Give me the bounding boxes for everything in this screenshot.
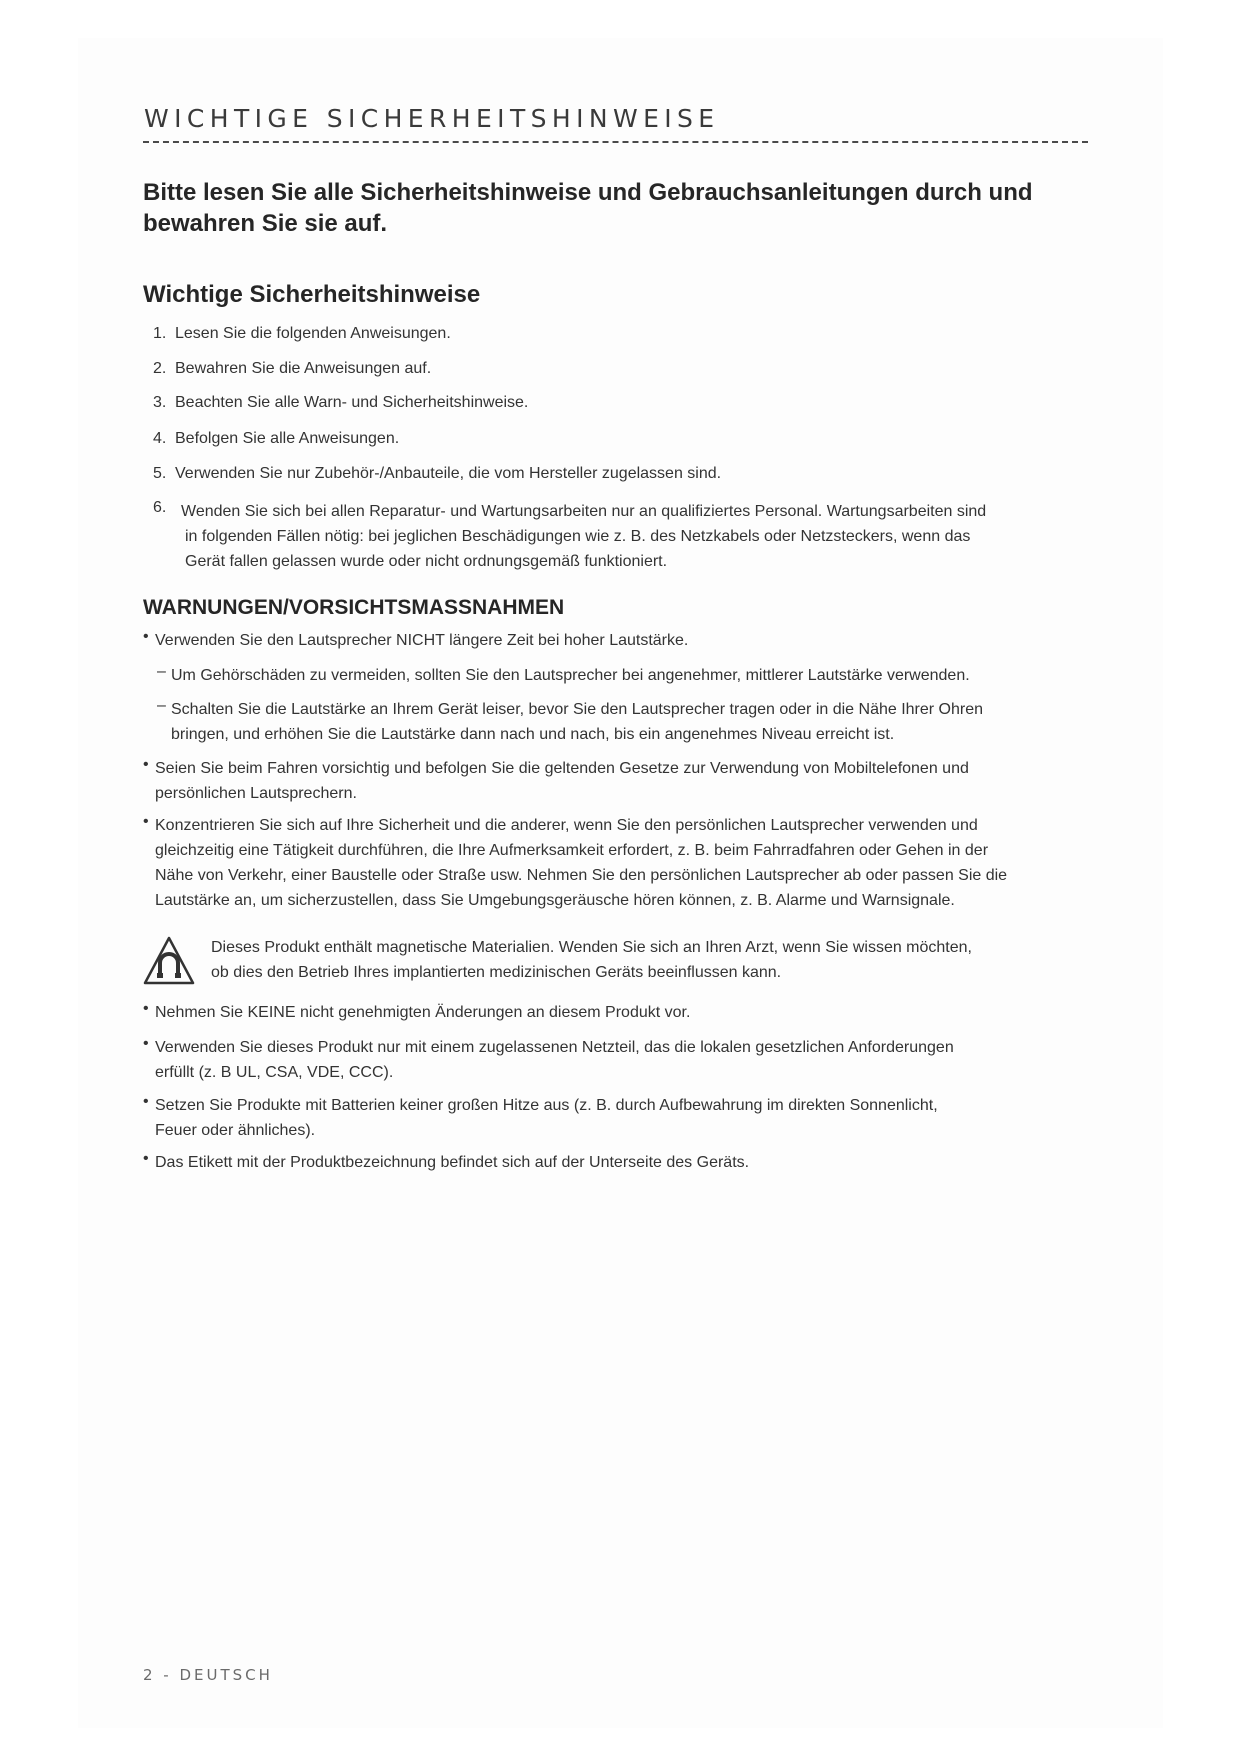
bullet-symbol: • — [143, 1093, 149, 1110]
list-item — [153, 394, 528, 412]
warnings-heading: WARNUNGEN/VORSICHTSMASSNAHMEN — [143, 596, 565, 619]
bullet-item — [143, 628, 688, 653]
bullet-item — [143, 1150, 749, 1175]
list-text: Beachten Sie alle Warn- und Sicherheitshinweise. — [175, 394, 529, 411]
list-item — [153, 430, 399, 448]
bullet-item — [143, 756, 969, 806]
bullet-symbol: • — [143, 628, 149, 645]
list-number: 3. — [153, 394, 167, 411]
magnet-warning-text — [211, 935, 972, 985]
list-text: Verwenden Sie nur Zubehör-/Anbauteile, die vom Hersteller zugelassen sind. — [175, 465, 722, 482]
magnet-warning-icon — [143, 935, 195, 987]
bullet-text: Das Etikett mit der Produktbezeichnung befindet sich auf der Unterseite des Geräts. — [155, 1154, 750, 1171]
list-text: Lesen Sie die folgenden Anweisungen. — [175, 325, 451, 342]
list-text-line: in folgenden Fällen nötig: bei jeglichen Beschädigungen wie z. B. des Netzkabels oder Netzsteckers, wenn das — [185, 528, 971, 545]
bullet-symbol: • — [143, 813, 149, 830]
list-text-line: Gerät fallen gelassen wurde oder nicht ordnungsgemäß funktioniert. — [185, 553, 668, 570]
bullet-text: erfüllt (z. B UL, CSA, VDE, CCC). — [155, 1064, 394, 1081]
safety-heading: Wichtige Sicherheitshinweise — [143, 281, 481, 308]
bullet-text: Verwenden Sie den Lautsprecher NICHT längere Zeit bei hoher Lautstärke. — [155, 632, 689, 649]
bullet-text: Nehmen Sie KEINE nicht genehmigten Änderungen an diesem Produkt vor. — [155, 1004, 691, 1021]
list-item — [153, 465, 721, 483]
bullet-text: Feuer oder ähnliches). — [155, 1122, 316, 1139]
page-title: WICHTIGE SICHERHEITSHINWEISE — [144, 104, 720, 133]
list-item — [153, 325, 451, 343]
list-number: 4. — [153, 430, 167, 447]
bullet-text: Seien Sie beim Fahren vorsichtig und befolgen Sie die geltenden Gesetze zur Verwendung von Mobiltelefonen und — [155, 760, 969, 777]
bullet-item — [143, 813, 1007, 913]
list-item — [153, 360, 431, 378]
sub-item — [157, 697, 983, 747]
magnet-text-line: Dieses Produkt enthält magnetische Materialien. Wenden Sie sich an Ihren Arzt, wenn Sie wissen möchten, — [211, 939, 972, 956]
list-item — [153, 499, 986, 574]
bullet-item — [143, 1035, 954, 1085]
bullet-text: Konzentrieren Sie sich auf Ihre Sicherheit und die anderer, wenn Sie den persönlichen Lautsprecher verwenden und — [155, 817, 978, 834]
list-number: 1. — [153, 325, 167, 342]
dash-symbol: – — [157, 697, 166, 714]
sub-item-text: Um Gehörschäden zu vermeiden, sollten Sie den Lautsprecher bei angenehmer, mittlerer Lautstärke verwenden. — [171, 667, 970, 684]
list-text-line: Wenden Sie sich bei allen Reparatur- und Wartungsarbeiten nur an qualifiziertes Personal. Wartungsarbeiten sind — [181, 503, 987, 520]
bullet-text: persönlichen Lautsprechern. — [155, 785, 357, 802]
sub-item — [157, 663, 970, 688]
bullet-text: Nähe von Verkehr, einer Baustelle oder Straße usw. Nehmen Sie den persönlichen Lautsprecher ab oder passen Sie die — [155, 867, 1008, 884]
bullet-text: Setzen Sie Produkte mit Batterien keiner großen Hitze aus (z. B. durch Aufbewahrung im direkten Sonnenlicht, — [155, 1097, 938, 1114]
bullet-text: Verwenden Sie dieses Produkt nur mit einem zugelassenen Netzteil, das die lokalen gesetzlichen Anforderungen — [155, 1039, 954, 1056]
list-number: 2. — [153, 360, 167, 377]
intro-text: Bitte lesen Sie alle Sicherheitshinweise und Gebrauchsanleitungen durch und bewahren Sie sie auf. — [143, 179, 1033, 237]
list-number: 6. — [153, 499, 167, 516]
magnet-text-line: ob dies den Betrieb Ihres implantierten medizinischen Geräts beeinflussen kann. — [211, 964, 782, 981]
list-number: 5. — [153, 465, 167, 482]
list-text: Befolgen Sie alle Anweisungen. — [175, 430, 400, 447]
bullet-item — [143, 1000, 690, 1025]
sub-item-text: bringen, und erhöhen Sie die Lautstärke dann nach und nach, bis ein angenehmes Niveau erreicht ist. — [171, 726, 895, 743]
title-divider — [143, 141, 1088, 143]
bullet-symbol: • — [143, 1035, 149, 1052]
bullet-text: Lautstärke an, um sicherzustellen, dass Sie Umgebungsgeräusche hören können, z. B. Alarme und Warnsignale. — [155, 892, 955, 909]
dash-symbol: – — [157, 663, 166, 680]
list-text: Bewahren Sie die Anweisungen auf. — [175, 360, 432, 377]
bullet-symbol: • — [143, 1150, 149, 1167]
bullet-symbol: • — [143, 756, 149, 773]
sub-item-text: Schalten Sie die Lautstärke an Ihrem Gerät leiser, bevor Sie den Lautsprecher tragen oder in die Nähe Ihrer Ohren — [171, 701, 984, 718]
page-footer: 2 - DEUTSCH — [143, 1666, 273, 1684]
bullet-symbol: • — [143, 1000, 149, 1017]
bullet-text: gleichzeitig eine Tätigkeit durchführen, die Ihre Aufmerksamkeit erfordert, z. B. beim Fahrradfahren oder Gehen in der — [155, 842, 989, 859]
bullet-item — [143, 1093, 938, 1143]
